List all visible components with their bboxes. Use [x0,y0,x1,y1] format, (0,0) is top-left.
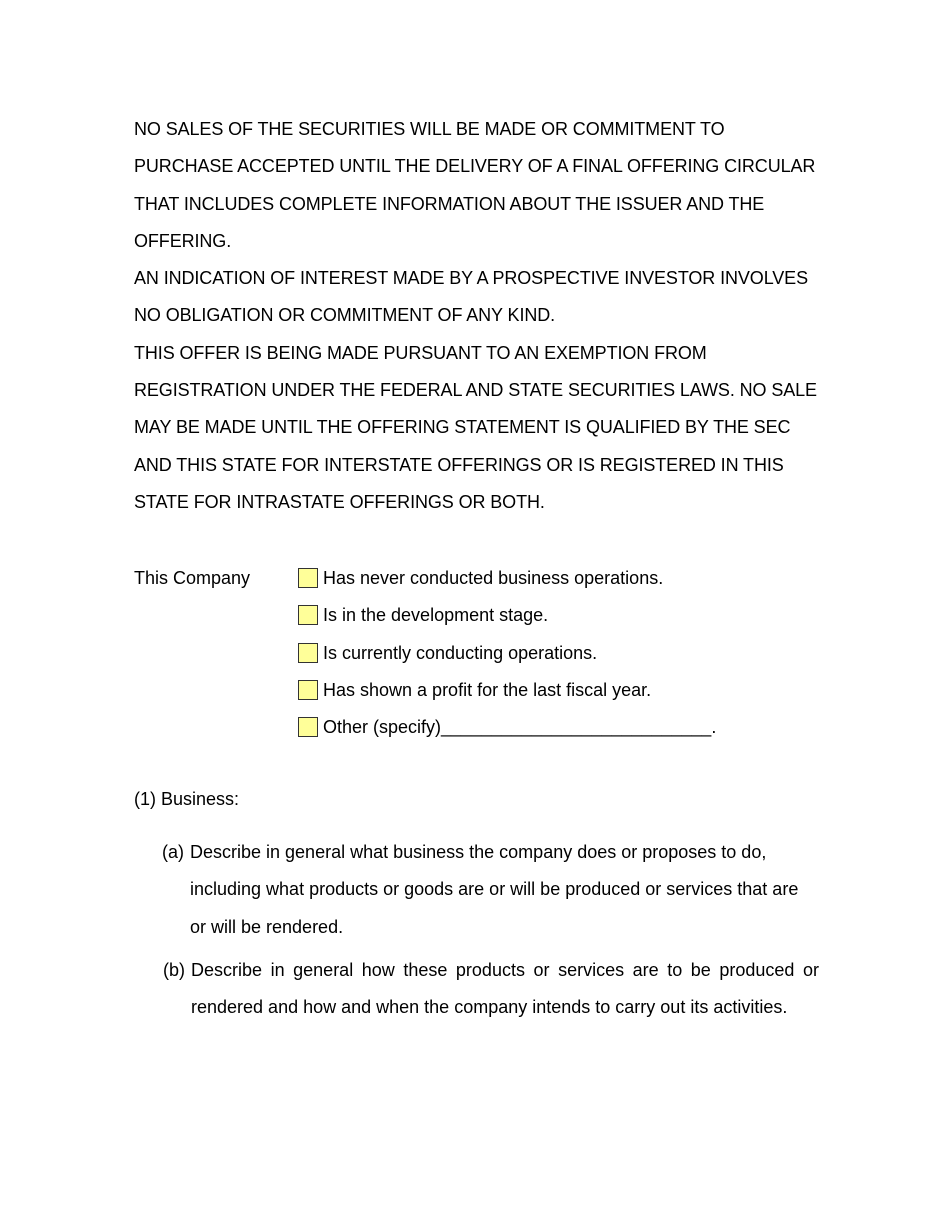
option-label: Other (specify) [323,717,442,738]
item-text: Describe in general what business the company does or proposes to do, including what products or goods are or will be produced or services that are or will be rendered. [190,842,799,937]
checkbox-development-stage[interactable] [298,605,318,625]
option-currently-conducting [298,641,818,665]
option-label: Has never conducted business operations. [323,568,664,588]
company-status-options [298,566,818,752]
option-development-stage [298,603,818,627]
option-never-conducted [298,566,818,590]
other-specify-blank[interactable]: ___________________________ [441,717,712,738]
business-item-a [162,834,802,946]
company-status-label: This Company [134,568,251,588]
business-item-b [163,952,819,1027]
option-shown-profit [298,678,818,702]
option-label: Is currently conducting operations. [323,642,598,663]
item-text: Describe in general how these products or services are to be produced or rendered and how and when the company intends to carry out its activities. [191,960,819,1018]
item-marker: (b) [163,960,185,980]
other-specify-period: . [711,717,717,738]
legend-paragraph-exemption: THIS OFFER IS BEING MADE PURSUANT TO AN EXEMPTION FROM REGISTRATION UNDER THE FEDERAL AND STATE SECURITIES LAWS. NO SALE MAY BE MADE UNTIL THE OFFERING STATEMENT IS QUALIFIED BY THE SEC AND THIS STATE FOR INTERSTATE OFFERINGS OR IS REGISTERED IN THIS STATE FOR INTRASTATE OFFERINGS OR BOTH. [134,342,817,512]
option-label: Is in the development stage. [323,605,549,626]
option-other [298,715,818,739]
checkbox-currently-conducting[interactable] [298,643,318,663]
option-label: Has shown a profit for the last fiscal year. [323,679,652,700]
business-section-heading: (1) Business: [134,789,240,809]
legend-paragraph-sales: NO SALES OF THE SECURITIES WILL BE MADE OR COMMITMENT TO PURCHASE ACCEPTED UNTIL THE DELIVERY OF A FINAL OFFERING CIRCULAR THAT INCLUDES COMPLETE INFORMATION ABOUT THE ISSUER AND THE OFFERING. [134,119,816,251]
item-marker: (a) [162,842,184,862]
checkbox-other[interactable] [298,717,318,737]
legend-paragraph-interest: AN INDICATION OF INTEREST MADE BY A PROSPECTIVE INVESTOR INVOLVES NO OBLIGATION OR COMMITMENT OF ANY KIND. [134,268,808,326]
offering-legend [134,111,824,521]
checkbox-shown-profit[interactable] [298,680,318,700]
checkbox-never-conducted[interactable] [298,568,318,588]
